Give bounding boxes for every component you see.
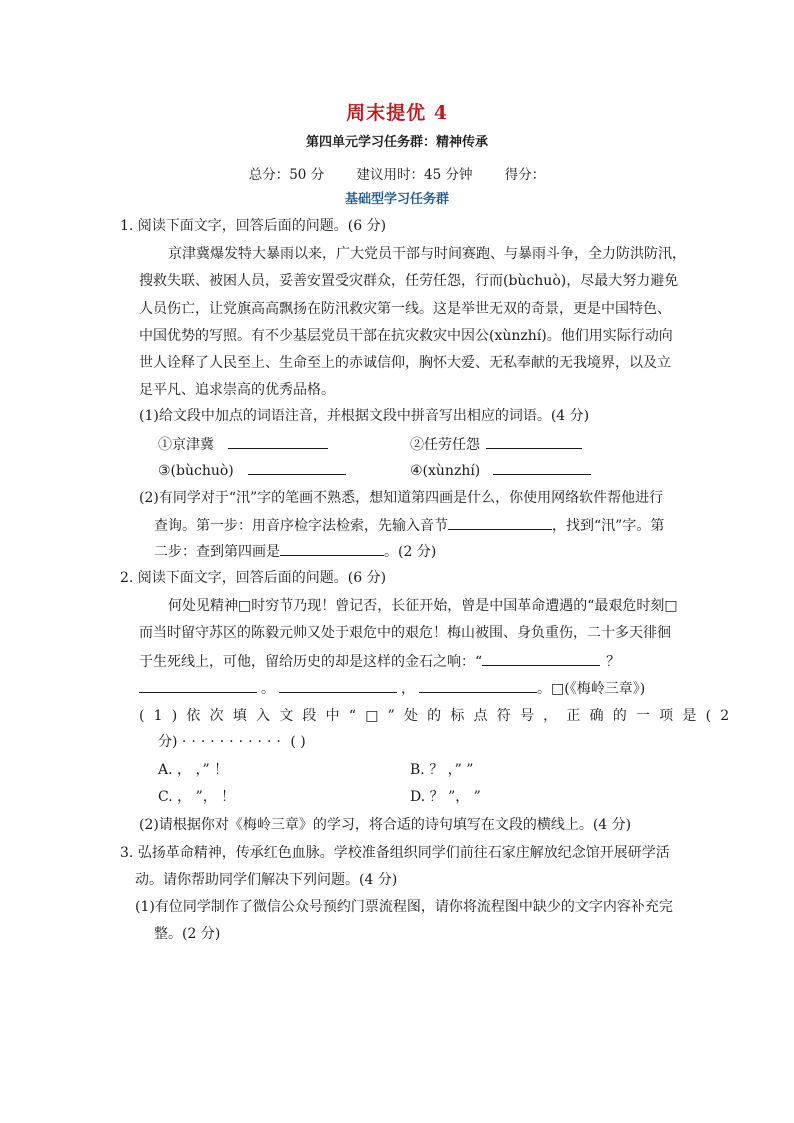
option-b[interactable]: B. ？ ，” ” [410, 762, 474, 778]
answer-blank[interactable] [486, 434, 582, 449]
total-score: 总分：50 分 [248, 167, 325, 183]
page-title: 周末提优 4 [346, 102, 448, 124]
leader-dots: ··········· [181, 734, 286, 750]
unit-subtitle: 第四单元学习任务群：精神传承 [305, 135, 488, 150]
q2-sub1-line: (1)依次填入文段中“□”处的标点符号，正确的一项是(2 [139, 708, 739, 724]
q2-sub2: (2)请根据你对《梅岭三章》的学习，将合适的诗句填写在文段的横线上。(4 分) [139, 817, 632, 833]
q2-stem: 2. 阅读下面文字，回答后面的问题。(6 分) [120, 570, 387, 586]
answer-blank[interactable] [448, 515, 552, 530]
score-info [0, 163, 794, 183]
q1-passage-line: 搜救失联、被困人员，妥善安置受灾群众，任劳任怨，行而(bùchuò)，尽最大努力避免 [139, 273, 679, 289]
q1-passage-line: 京津冀爆发特大暴雨以来，广大党员干部与时间赛跑、与暴雨斗争，全力防洪防汛， [168, 246, 686, 262]
option-c[interactable]: C. ， ”， ！ [158, 789, 236, 805]
q1-sub1: (1)给文段中加点的词语注音，并根据文段中拼音写出相应的词语。(4 分) [139, 408, 590, 424]
score-field: 得分： [504, 167, 546, 183]
q1-passage-line: 中国优势的写照。有不少基层党员干部在抗灾救灾中因公(xùnzhí)。他们用实际行动向 [139, 328, 673, 344]
q1-sub2-line: 查询。第一步：用音序检字法检索，先输入音节 ，找到“汛”字。第 [154, 515, 664, 536]
q3-stem-line: 动。请你帮助同学们解决下列问题。(4 分) [135, 872, 398, 888]
item-label: ③(bùchuò) [158, 463, 234, 479]
q3-sub1-line: (1)有位同学制作了微信公众号预约门票流程图，请你将流程图中缺少的文字内容补充完 [135, 899, 673, 915]
option-a[interactable]: A. ， ，” ！ [158, 762, 229, 778]
answer-bracket[interactable]: ( ) [290, 734, 306, 750]
answer-blank[interactable] [419, 678, 537, 693]
q1-passage-line: 人员伤亡，让党旗高高飘扬在防汛救灾第一线。这是举世无双的奇景，更是中国特色、 [139, 301, 671, 317]
item-label: ②任劳任怨 [410, 437, 480, 453]
q2-passage-line: 。 ， 。□(《梅岭三章》) [139, 678, 645, 699]
q2-passage-line: 于生死线上，可他，留给历史的却是这样的金石之响：“ ？ [139, 651, 620, 672]
q3-stem-line: 3. 弘扬革命精神，传承红色血脉。学校准备组织同学们前往石家庄解放纪念馆开展研学活 [120, 845, 670, 861]
answer-blank[interactable] [248, 460, 346, 475]
answer-blank[interactable] [493, 460, 591, 475]
option-d[interactable]: D. ？ ”， ” [410, 789, 481, 805]
item-label: ④(xùnzhí) [410, 463, 481, 479]
item-label: ①京津冀 [158, 437, 214, 453]
q1-item-c [158, 460, 346, 481]
answer-blank[interactable] [482, 651, 600, 666]
q1-item-b [410, 434, 582, 455]
q1-sub2-line: (2)有同学对于“汛”字的笔画不熟悉，想知道第四画是什么，你使用网络软件帮他进行 [139, 490, 664, 506]
q2-passage-line: 何处见精神□时穷节乃现！曾记否，长征开始，曾是中国革命遭遇的“最艰危时刻□ [168, 598, 678, 614]
q1-item-a [158, 434, 328, 455]
q2-sub1-line: 分) ··········· ( ) [158, 734, 306, 750]
q1-sub2-line: 二步：查到第四画是 。(2 分) [154, 541, 436, 562]
answer-blank[interactable] [139, 678, 257, 693]
q1-stem: 1. 阅读下面文字，回答后面的问题。(6 分) [120, 218, 387, 234]
q1-item-d [410, 460, 591, 481]
suggested-time: 建议用时：45 分钟 [356, 167, 473, 183]
section-heading: 基础型学习任务群 [344, 192, 449, 207]
answer-blank[interactable] [279, 678, 397, 693]
answer-blank[interactable] [228, 434, 328, 449]
q1-passage-line: 世人诠释了人民至上、生命至上的赤诚信仰，胸怀大爱、无私奉献的无我境界，以及立 [139, 355, 671, 371]
q1-passage-line: 足平凡、追求崇高的优秀品格。 [139, 382, 335, 398]
answer-blank[interactable] [280, 541, 384, 556]
q2-passage-line: 而当时留守苏区的陈毅元帅又处于艰危中的艰危！梅山被围、身负重伤，二十多天徘徊 [139, 625, 671, 641]
q3-sub1-line: 整。(2 分) [154, 926, 221, 942]
